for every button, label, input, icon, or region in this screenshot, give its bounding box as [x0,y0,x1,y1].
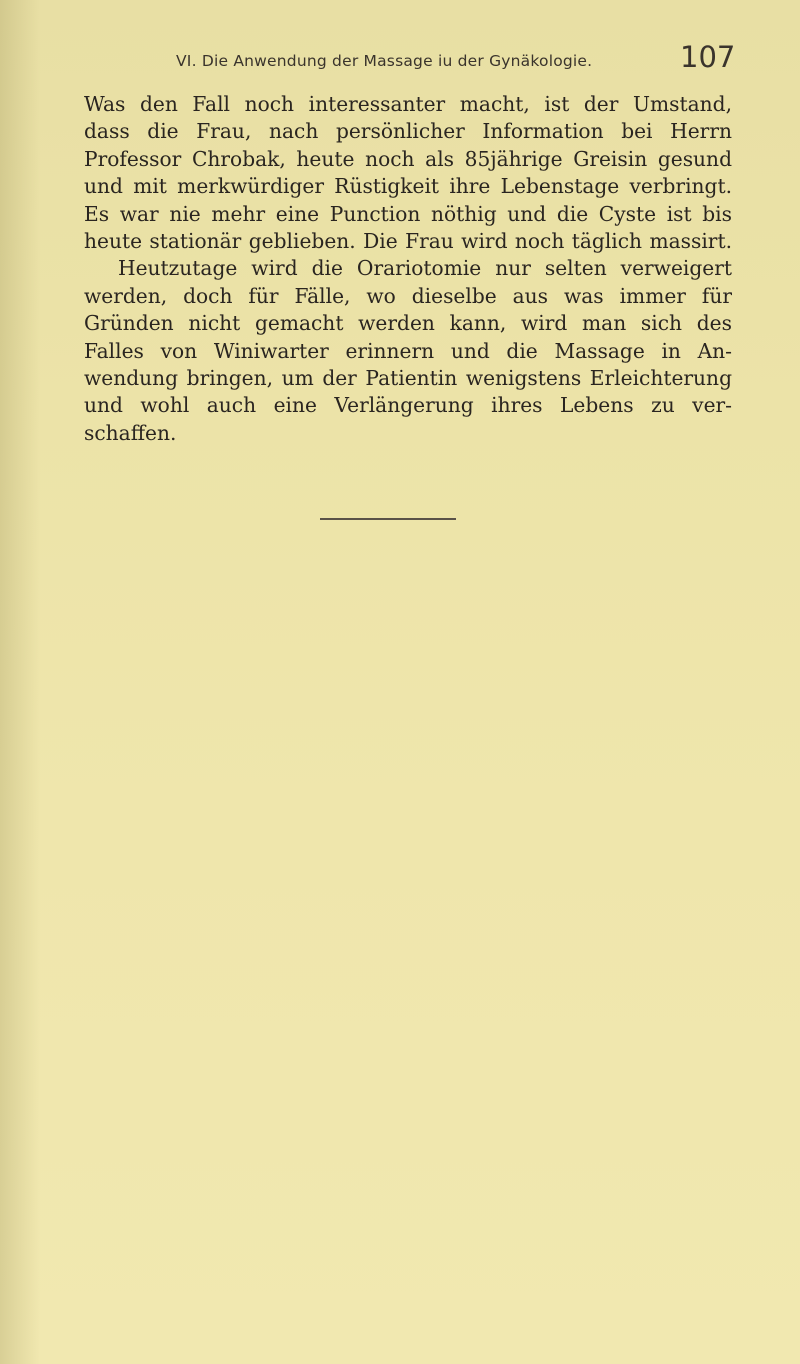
page-header [0,38,800,78]
text-line: Heutzutage wird die Orariotomie nur selten verweigert [118,256,732,281]
text-line: Falles von Winiwarter erinnern und die Massage in An- [84,338,732,363]
text-line: Professor Chrobak, heute noch als 85jährige Greisin gesund [84,146,732,171]
text-line: werden, doch für Fälle, wo dieselbe aus was immer für [84,283,732,308]
body-paragraphs [84,91,732,447]
page-number: 107 [680,40,736,74]
section-divider [320,518,456,520]
text-line: schaffen. [84,420,177,445]
text-line: dass die Frau, nach persönlicher Information bei Herrn [84,119,732,144]
text-line: Was den Fall noch interessanter macht, ist der Umstand, [84,92,732,116]
text-line: Es war nie mehr eine Punction nöthig und die Cyste ist bis [84,201,732,226]
text-line: und wohl auch eine Verlängerung ihres Lebens zu ver- [84,393,732,418]
text-line: Gründen nicht gemacht werden kann, wird man sich des [84,311,732,336]
running-head: VI. Die Anwendung der Massage iu der Gynäkologie. [176,52,593,70]
text-line: heute stationär geblieben. Die Frau wird noch täglich massirt. [84,228,732,253]
text-line: und mit merkwürdiger Rüstigkeit ihre Lebenstage verbringt. [84,174,732,199]
text-line: wendung bringen, um der Patientin wenigstens Erleichterung [84,365,732,390]
page-edge-shadow [0,0,40,1364]
